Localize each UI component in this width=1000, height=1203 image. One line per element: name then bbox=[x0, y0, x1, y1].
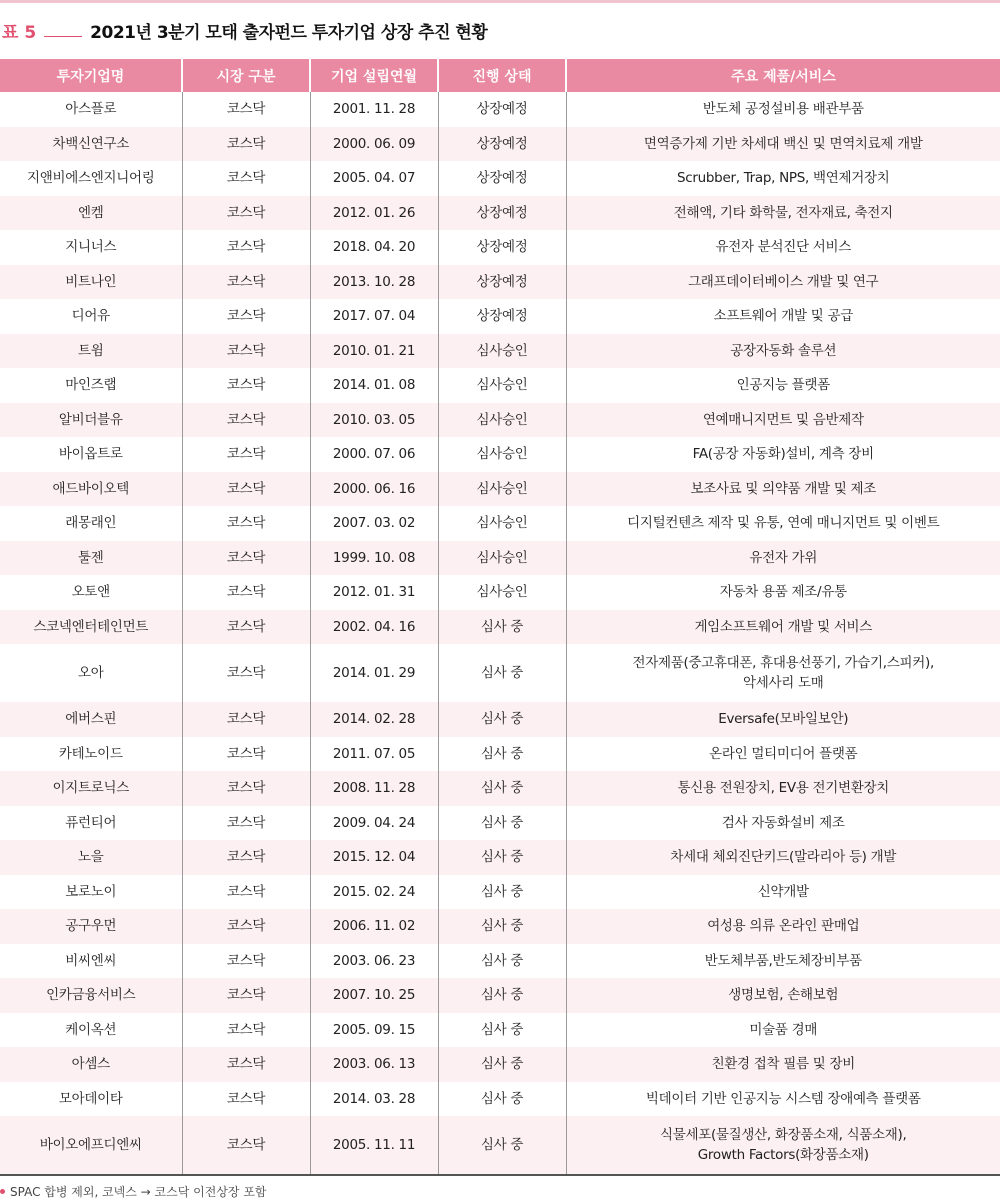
cell-products-line: 악세사리 도매 bbox=[743, 675, 824, 691]
cell-products bbox=[566, 1116, 1000, 1175]
cell-products: 소프트웨어 개발 및 공급 bbox=[566, 299, 1000, 334]
cell-products: 연예매니지먼트 및 음반제작 bbox=[566, 403, 1000, 438]
cell-founded: 2010. 03. 05 bbox=[310, 403, 438, 438]
cell-company: 케이옥션 bbox=[65, 1021, 117, 1038]
cell-company: 노을 bbox=[0, 840, 182, 875]
cell-founded: 2003. 06. 13 bbox=[310, 1047, 438, 1082]
cell-market: 코스닥 bbox=[182, 265, 310, 300]
cell-company: 차백신연구소 bbox=[0, 127, 182, 162]
cell-founded: 2007. 10. 25 bbox=[310, 978, 438, 1013]
cell-market: 코스닥 bbox=[182, 771, 310, 806]
table-row bbox=[0, 1082, 1000, 1117]
cell-products: 보조사료 및 의약품 개발 및 제조 bbox=[566, 472, 1000, 507]
cell-company: 카테노이드 bbox=[58, 745, 123, 762]
cell-founded: 2003. 06. 23 bbox=[310, 944, 438, 979]
column-header-company: 투자기업명 bbox=[56, 68, 125, 85]
cell-founded: 2014. 02. 28 bbox=[310, 702, 438, 737]
cell-market: 코스닥 bbox=[182, 610, 310, 645]
cell-status: 심사승인 bbox=[438, 472, 566, 507]
cell-company: 보로노이 bbox=[65, 883, 117, 900]
cell-market: 코스닥 bbox=[182, 506, 310, 541]
table-row bbox=[0, 403, 1000, 438]
cell-company: 래몽래인 bbox=[65, 515, 117, 532]
cell-status: 심사 중 bbox=[438, 737, 566, 772]
cell-company: 오아 bbox=[78, 665, 104, 681]
cell-products: 유전자 분석진단 서비스 bbox=[566, 230, 1000, 265]
footnote-text: SPAC 합병 제외, 코넥스 → 코스닥 이전상장 포함 bbox=[10, 1185, 267, 1199]
cell-market: 코스닥 bbox=[182, 575, 310, 610]
table-row bbox=[0, 1013, 1000, 1048]
cell-company: 애드바이오텍 bbox=[0, 472, 182, 507]
table-row bbox=[0, 702, 1000, 737]
cell-status: 심사 중 bbox=[438, 771, 566, 806]
table-row bbox=[0, 299, 1000, 334]
cell-market: 코스닥 bbox=[182, 909, 310, 944]
cell-market: 코스닥 bbox=[182, 92, 310, 127]
table-row bbox=[0, 506, 1000, 541]
table-row bbox=[0, 944, 1000, 979]
cell-company: 공구우먼 bbox=[0, 909, 182, 944]
cell-company: 엔켐 bbox=[0, 196, 182, 231]
cell-company: 모아데이타 bbox=[58, 1090, 123, 1107]
column-header-founded: 기업 설립연월 bbox=[310, 59, 438, 92]
cell-founded: 2014. 03. 28 bbox=[310, 1082, 438, 1117]
cell-products: Scrubber, Trap, NPS, 백연제거장치 bbox=[566, 161, 1000, 196]
cell-products: 빅데이터 기반 인공지능 시스템 장애예측 플랫폼 bbox=[566, 1082, 1000, 1117]
cell-company: 바이옵트로 bbox=[58, 446, 123, 463]
cell-products: 여성용 의류 온라인 판매업 bbox=[566, 909, 1000, 944]
cell-company: 비트나인 bbox=[0, 265, 182, 300]
cell-founded: 2015. 12. 04 bbox=[310, 840, 438, 875]
cell-company: 비씨엔씨 bbox=[65, 952, 117, 969]
cell-status: 심사승인 bbox=[438, 368, 566, 403]
table-row bbox=[0, 196, 1000, 231]
cell-products: 전해액, 기타 화학물, 전자재료, 축전지 bbox=[566, 196, 1000, 231]
cell-founded: 2000. 06. 16 bbox=[310, 472, 438, 507]
cell-market: 코스닥 bbox=[182, 840, 310, 875]
cell-founded: 2014. 01. 29 bbox=[310, 644, 438, 702]
cell-products: 인공지능 플랫폼 bbox=[566, 368, 1000, 403]
cell-status: 상장예정 bbox=[438, 196, 566, 231]
cell-market: 코스닥 bbox=[182, 230, 310, 265]
cell-company: 지앤비에스엔지니어링 bbox=[27, 170, 155, 187]
cell-market: 코스닥 bbox=[182, 1116, 310, 1175]
cell-products-line: 전자제품(중고휴대폰, 휴대용선풍기, 가습기,스피커), bbox=[632, 655, 934, 671]
cell-founded: 2006. 11. 02 bbox=[310, 909, 438, 944]
cell-status: 심사 중 bbox=[438, 702, 566, 737]
cell-products: 자동차 용품 제조/유통 bbox=[566, 575, 1000, 610]
cell-status: 심사 중 bbox=[438, 1047, 566, 1082]
cell-company: 알비더블유 bbox=[0, 403, 182, 438]
ipo-status-table bbox=[0, 59, 1000, 1176]
table-row bbox=[0, 92, 1000, 127]
cell-status: 심사 중 bbox=[438, 909, 566, 944]
cell-market: 코스닥 bbox=[182, 737, 310, 772]
cell-market: 코스닥 bbox=[182, 299, 310, 334]
cell-company: 트윔 bbox=[0, 334, 182, 369]
cell-market: 코스닥 bbox=[182, 161, 310, 196]
cell-status: 심사 중 bbox=[438, 875, 566, 910]
table-row bbox=[0, 541, 1000, 576]
table-row bbox=[0, 161, 1000, 196]
page-title: 2021년 3분기 모태 출자펀드 투자기업 상장 추진 현황 bbox=[90, 22, 488, 43]
cell-products: 통신용 전원장치, EV용 전기변환장치 bbox=[566, 771, 1000, 806]
cell-company: 지니너스 bbox=[65, 239, 117, 256]
cell-products: 온라인 멀티미디어 플랫폼 bbox=[566, 737, 1000, 772]
cell-company: 아셈스 bbox=[0, 1047, 182, 1082]
cell-market: 코스닥 bbox=[182, 875, 310, 910]
table-row bbox=[0, 368, 1000, 403]
cell-status: 심사 중 bbox=[438, 978, 566, 1013]
cell-products: 신약개발 bbox=[566, 875, 1000, 910]
cell-founded: 2005. 11. 11 bbox=[310, 1116, 438, 1175]
cell-company: 아스플로 bbox=[65, 101, 117, 118]
cell-products-line: 식물세포(물질생산, 화장품소재, 식품소재), bbox=[660, 1127, 907, 1143]
cell-founded: 2014. 01. 08 bbox=[310, 368, 438, 403]
cell-status: 심사승인 bbox=[438, 506, 566, 541]
cell-market: 코스닥 bbox=[182, 944, 310, 979]
cell-products: 그래프데이터베이스 개발 및 연구 bbox=[566, 265, 1000, 300]
cell-status: 심사승인 bbox=[438, 334, 566, 369]
cell-products: 차세대 체외진단키드(말라리아 등) 개발 bbox=[566, 840, 1000, 875]
cell-products: 미술품 경매 bbox=[566, 1013, 1000, 1048]
cell-market: 코스닥 bbox=[182, 978, 310, 1013]
column-header-status: 진행 상태 bbox=[438, 59, 566, 92]
table-row bbox=[0, 1047, 1000, 1082]
cell-company: 스코넥엔터테인먼트 bbox=[0, 610, 182, 645]
cell-company: 퓨런티어 bbox=[65, 814, 117, 831]
cell-products: 생명보험, 손해보험 bbox=[566, 978, 1000, 1013]
cell-products: 반도체부품,반도체장비부품 bbox=[566, 944, 1000, 979]
cell-status: 심사 중 bbox=[438, 1013, 566, 1048]
cell-market: 코스닥 bbox=[182, 437, 310, 472]
cell-founded: 2013. 10. 28 bbox=[310, 265, 438, 300]
cell-founded: 2000. 06. 09 bbox=[310, 127, 438, 162]
cell-market: 코스닥 bbox=[182, 368, 310, 403]
cell-company: 오토앤 bbox=[71, 584, 110, 601]
cell-status: 심사승인 bbox=[438, 437, 566, 472]
table-row bbox=[0, 737, 1000, 772]
cell-market: 코스닥 bbox=[182, 196, 310, 231]
cell-products: FA(공장 자동화)설비, 계측 장비 bbox=[566, 437, 1000, 472]
table-row bbox=[0, 575, 1000, 610]
cell-founded: 2009. 04. 24 bbox=[310, 806, 438, 841]
table-row bbox=[0, 127, 1000, 162]
cell-products: 검사 자동화설비 제조 bbox=[566, 806, 1000, 841]
cell-status: 상장예정 bbox=[438, 265, 566, 300]
table-row bbox=[0, 472, 1000, 507]
table-row bbox=[0, 265, 1000, 300]
cell-founded: 2001. 11. 28 bbox=[310, 92, 438, 127]
cell-products bbox=[566, 644, 1000, 702]
cell-products-line: Growth Factors(화장품소재) bbox=[697, 1147, 869, 1163]
cell-products: 유전자 가위 bbox=[566, 541, 1000, 576]
cell-market: 코스닥 bbox=[182, 334, 310, 369]
cell-founded: 2018. 04. 20 bbox=[310, 230, 438, 265]
cell-status: 심사승인 bbox=[438, 541, 566, 576]
cell-founded: 2005. 09. 15 bbox=[310, 1013, 438, 1048]
cell-status: 심사 중 bbox=[438, 610, 566, 645]
table-row bbox=[0, 806, 1000, 841]
cell-status: 심사 중 bbox=[438, 1116, 566, 1175]
top-rule bbox=[0, 0, 1000, 3]
cell-founded: 2007. 03. 02 bbox=[310, 506, 438, 541]
cell-status: 심사 중 bbox=[438, 806, 566, 841]
title-divider bbox=[44, 36, 82, 37]
cell-status: 상장예정 bbox=[438, 161, 566, 196]
cell-market: 코스닥 bbox=[182, 702, 310, 737]
cell-market: 코스닥 bbox=[182, 403, 310, 438]
table-row bbox=[0, 230, 1000, 265]
table-label: 표 5 bbox=[2, 22, 37, 43]
cell-products: 친환경 접착 필름 및 장비 bbox=[566, 1047, 1000, 1082]
cell-founded: 2012. 01. 31 bbox=[310, 575, 438, 610]
bullet-icon bbox=[0, 1189, 5, 1194]
cell-status: 심사 중 bbox=[438, 1082, 566, 1117]
cell-products: 공장자동화 솔루션 bbox=[566, 334, 1000, 369]
cell-market: 코스닥 bbox=[182, 806, 310, 841]
table-row bbox=[0, 334, 1000, 369]
cell-status: 상장예정 bbox=[438, 92, 566, 127]
footnote bbox=[0, 1183, 267, 1200]
cell-status: 상장예정 bbox=[438, 299, 566, 334]
cell-founded: 2000. 07. 06 bbox=[310, 437, 438, 472]
cell-status: 심사 중 bbox=[438, 944, 566, 979]
cell-founded: 2005. 04. 07 bbox=[310, 161, 438, 196]
cell-company: 툴젠 bbox=[0, 541, 182, 576]
table-row bbox=[0, 437, 1000, 472]
cell-company: 에버스핀 bbox=[0, 702, 182, 737]
cell-market: 코스닥 bbox=[182, 1047, 310, 1082]
column-header-products: 주요 제품/서비스 bbox=[566, 59, 1000, 92]
cell-products: 게임소프트웨어 개발 및 서비스 bbox=[566, 610, 1000, 645]
table-row bbox=[0, 771, 1000, 806]
cell-status: 심사 중 bbox=[438, 644, 566, 702]
cell-products: 반도체 공정설비용 배관부품 bbox=[566, 92, 1000, 127]
cell-market: 코스닥 bbox=[182, 644, 310, 702]
cell-market: 코스닥 bbox=[182, 472, 310, 507]
table-row bbox=[0, 1116, 1000, 1175]
cell-products: Eversafe(모바일보안) bbox=[566, 702, 1000, 737]
cell-founded: 2017. 07. 04 bbox=[310, 299, 438, 334]
cell-founded: 2010. 01. 21 bbox=[310, 334, 438, 369]
cell-market: 코스닥 bbox=[182, 127, 310, 162]
cell-founded: 2002. 04. 16 bbox=[310, 610, 438, 645]
table-row bbox=[0, 909, 1000, 944]
cell-status: 심사승인 bbox=[438, 403, 566, 438]
cell-company: 마인즈랩 bbox=[65, 377, 117, 394]
table-title bbox=[0, 15, 1000, 45]
cell-products: 디지털컨텐츠 제작 및 유통, 연예 매니지먼트 및 이벤트 bbox=[566, 506, 1000, 541]
cell-company: 인카금융서비스 bbox=[0, 978, 182, 1013]
cell-founded: 2012. 01. 26 bbox=[310, 196, 438, 231]
table-row bbox=[0, 610, 1000, 645]
cell-status: 상장예정 bbox=[438, 230, 566, 265]
table-row bbox=[0, 978, 1000, 1013]
cell-company: 이지트로닉스 bbox=[0, 771, 182, 806]
cell-company: 디어유 bbox=[71, 308, 110, 325]
cell-founded: 2011. 07. 05 bbox=[310, 737, 438, 772]
cell-company: 바이오에프디엔씨 bbox=[0, 1116, 182, 1175]
cell-founded: 2015. 02. 24 bbox=[310, 875, 438, 910]
table-header-row bbox=[0, 59, 1000, 92]
table-row bbox=[0, 875, 1000, 910]
cell-status: 상장예정 bbox=[438, 127, 566, 162]
cell-status: 심사승인 bbox=[438, 575, 566, 610]
cell-products: 면역증가제 기반 차세대 백신 및 면역치료제 개발 bbox=[566, 127, 1000, 162]
column-header-market: 시장 구분 bbox=[182, 59, 310, 92]
cell-market: 코스닥 bbox=[182, 1013, 310, 1048]
table-row bbox=[0, 840, 1000, 875]
cell-founded: 1999. 10. 08 bbox=[310, 541, 438, 576]
cell-market: 코스닥 bbox=[182, 541, 310, 576]
cell-status: 심사 중 bbox=[438, 840, 566, 875]
table-row bbox=[0, 644, 1000, 702]
cell-market: 코스닥 bbox=[182, 1082, 310, 1117]
cell-founded: 2008. 11. 28 bbox=[310, 771, 438, 806]
